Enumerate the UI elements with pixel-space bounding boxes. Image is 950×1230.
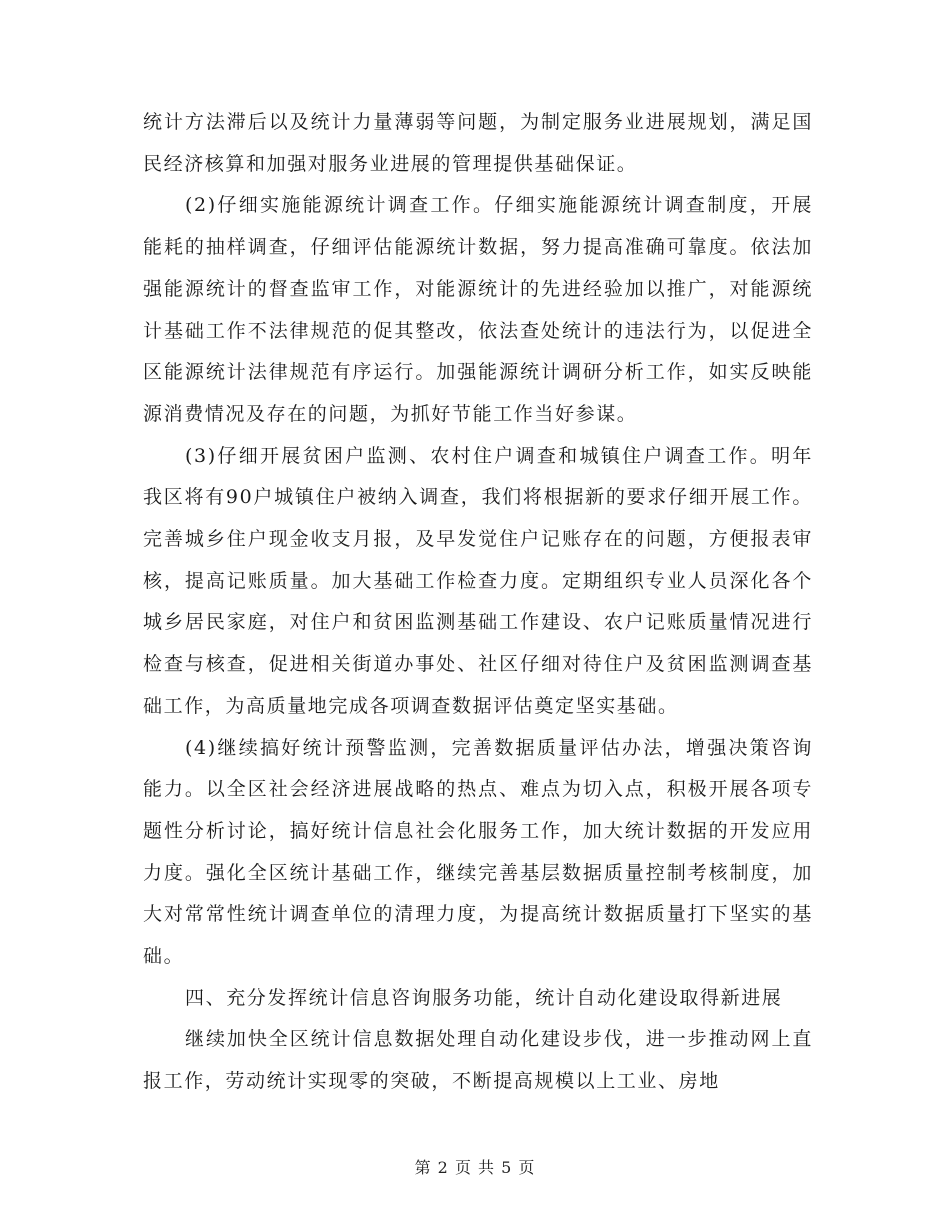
section-heading-four: 四、充分发挥统计信息咨询服务功能，统计自动化建设取得新进展 bbox=[185, 986, 783, 1009]
paragraph-early-warning: (4)继续搞好统计预警监测，完善数据质量评估办法，增强决策咨询能力。以全区社会经济进展战略的热点、难点为切入点，积极开展各项专题性分析讨论，搞好统计信息社会化服务工作，加大统计数据的开发应用力度。强化全区统计基础工作，继续完善基层数据质量控制考核制度，加大对常常性统计调查单位的清理力度，为提高统计数据质量打下坚实的基础。 bbox=[143, 736, 813, 968]
page-number-footer: 第 2 页 共 5 页 bbox=[414, 1158, 536, 1177]
paragraph-continuation: 统计方法滞后以及统计力量薄弱等问题，为制定服务业进展规划，满足国民经济核算和加强对服务业进展的管理提供基础保证。 bbox=[143, 111, 813, 175]
document-body bbox=[143, 102, 813, 1103]
paragraph-automation: 继续加快全区统计信息数据处理自动化建设步伐，进一步推动网上直报工作，劳动统计实现零的突破，不断提高规模以上工业、房地 bbox=[143, 1028, 813, 1093]
paragraph-household-survey: (3)仔细开展贫困户监测、农村住户调查和城镇住户调查工作。明年我区将有90户城镇住户被纳入调查，我们将根据新的要求仔细开展工作。完善城乡住户现金收支月报，及早发觉住户记账存在的问题，方便报表审核，提高记账质量。加大基础工作检查力度。定期组织专业人员深化各个城乡居民家庭，对住户和贫困监测基础工作建设、农户记账质量情况进行检查与核查，促进相关街道办事处、社区仔细对待住户及贫困监测调查基础工作，为高质量地完成各项调查数据评估奠定坚实基础。 bbox=[143, 444, 813, 717]
paragraph-energy-statistics: (2)仔细实施能源统计调查工作。仔细实施能源统计调查制度，开展能耗的抽样调查，仔细评估能源统计数据，努力提高准确可靠度。依法加强能源统计的督查监审工作，对能源统计的先进经验加以推广，对能源统计基础工作不法律规范的促其整改，依法查处统计的违法行为，以促进全区能源统计法律规范有序运行。加强能源统计调研分析工作，如实反映能源消费情况及存在的问题，为抓好节能工作当好参谋。 bbox=[143, 194, 813, 425]
